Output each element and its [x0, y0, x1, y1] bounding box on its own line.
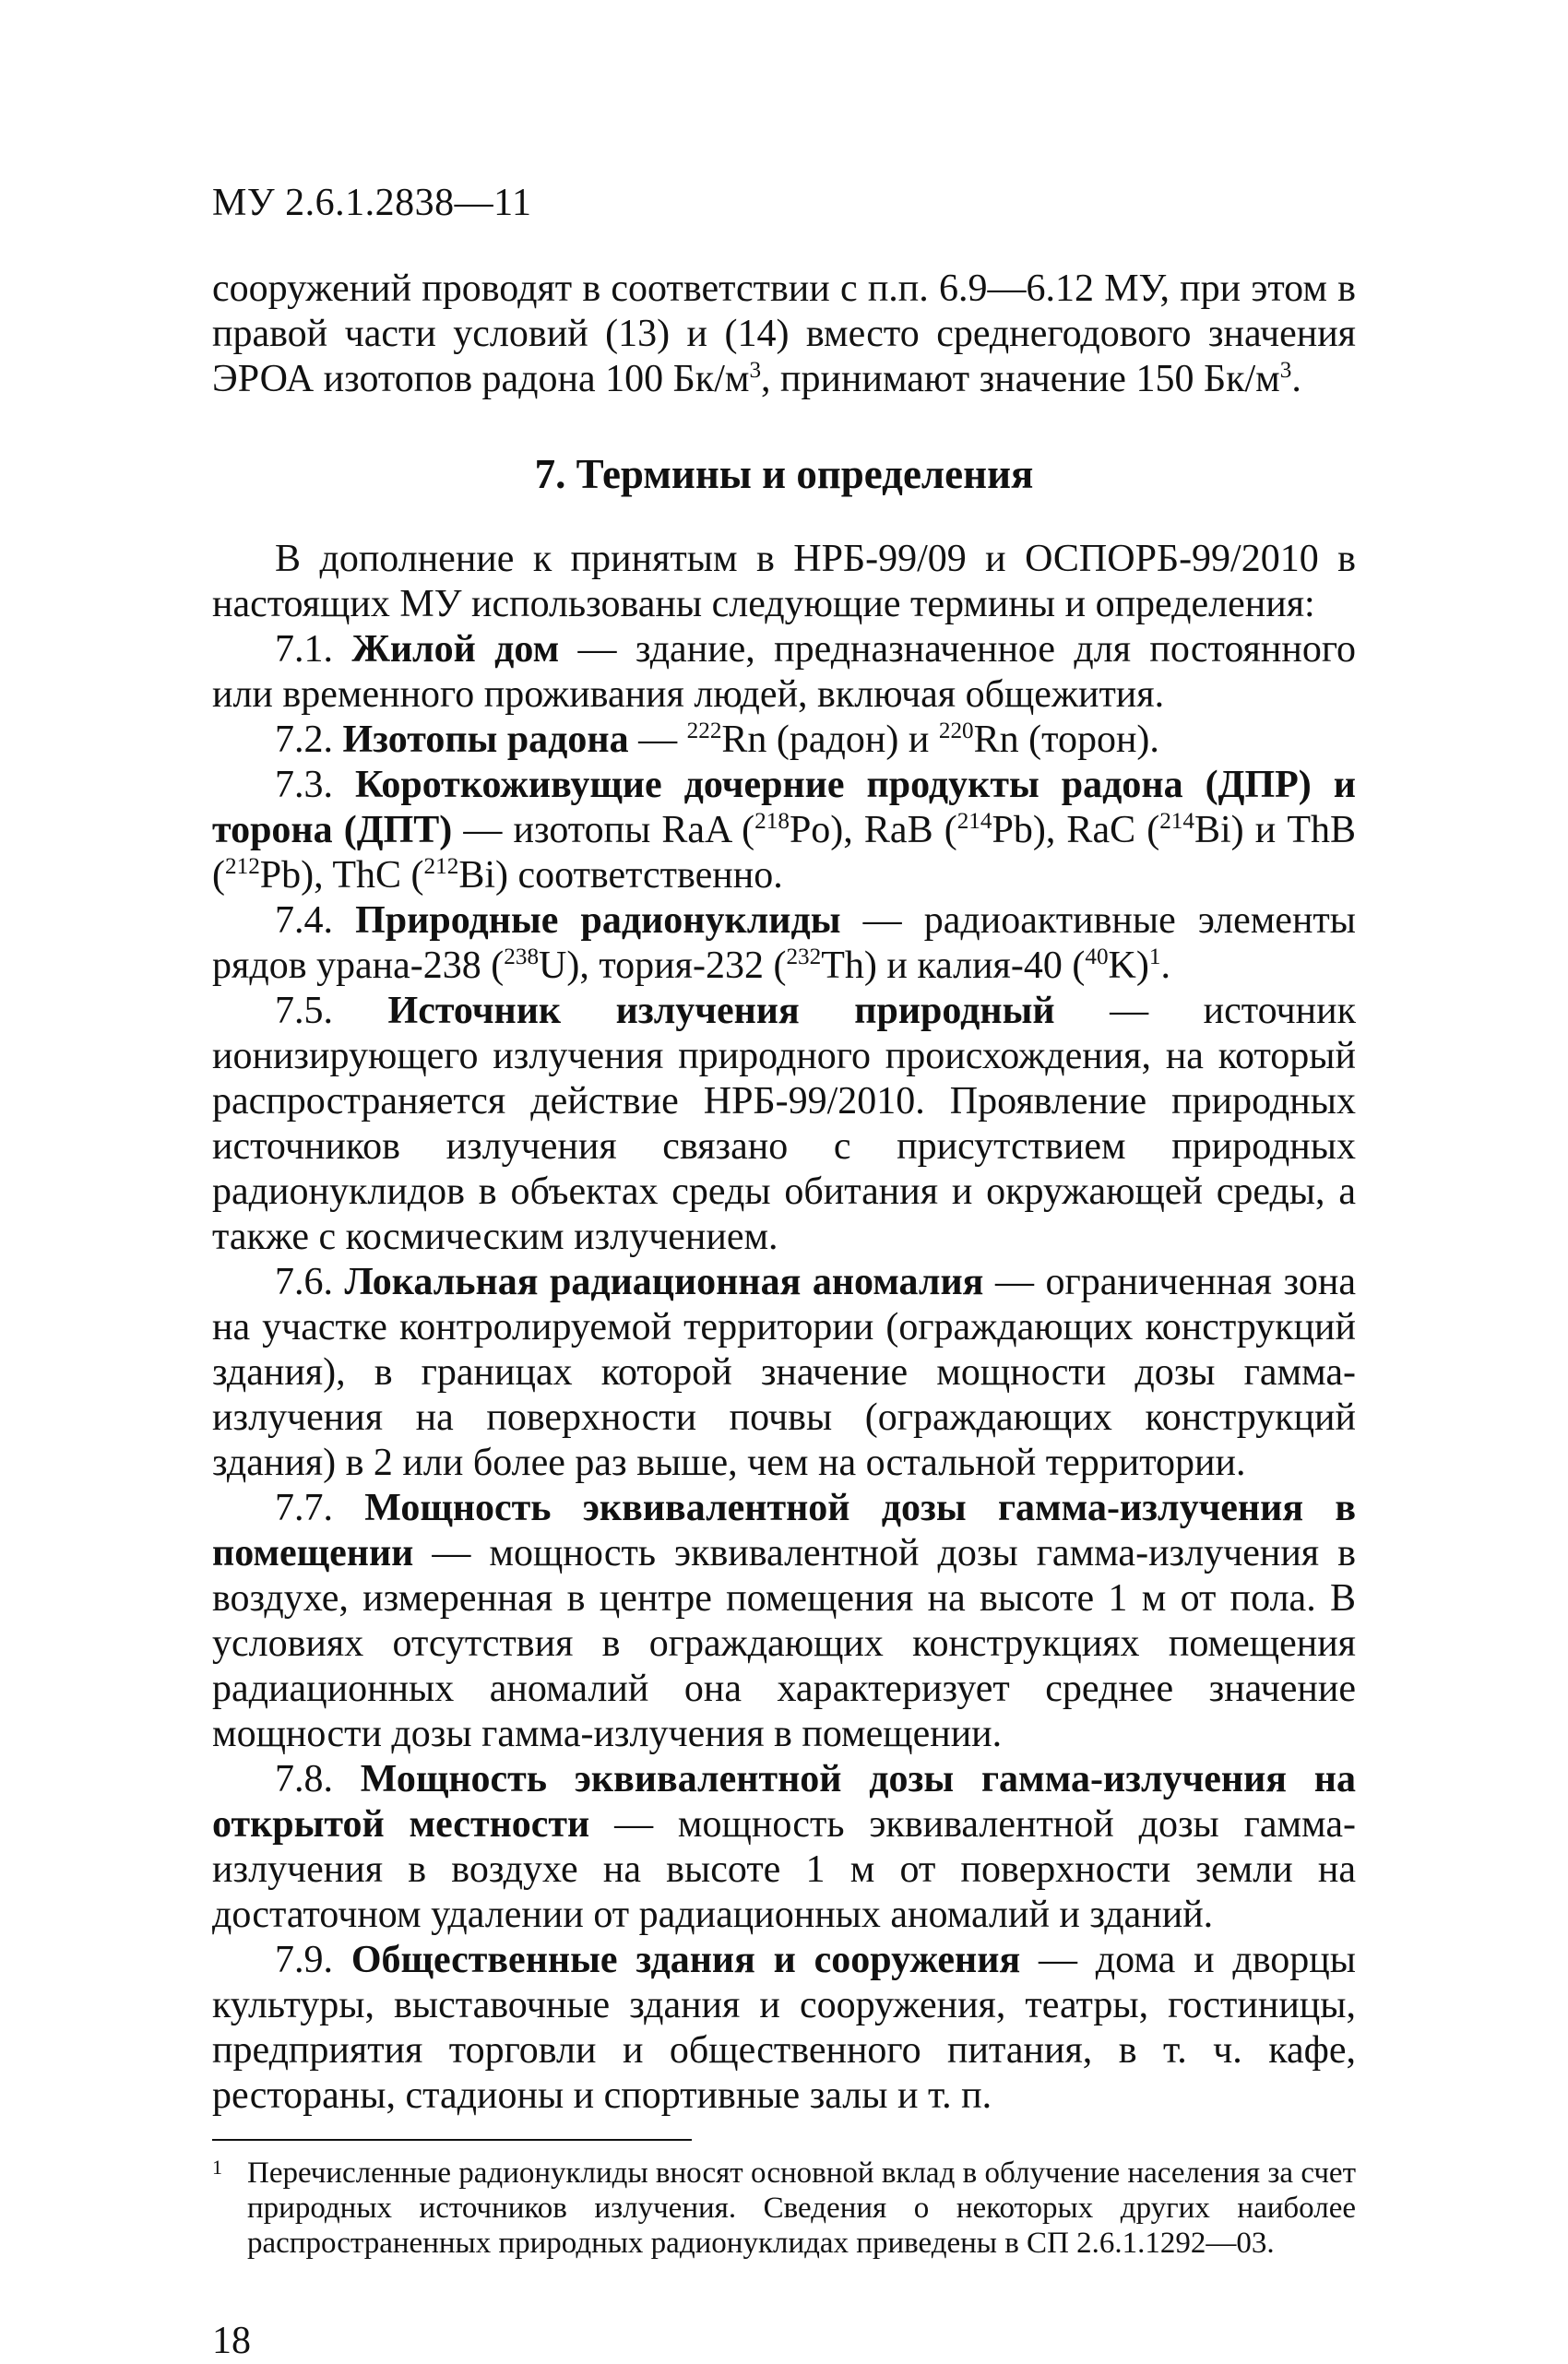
term-7-2: [212, 718, 1356, 763]
term-7-9: [212, 1938, 1356, 2119]
term-number: 7.9.: [275, 1939, 351, 1981]
mass-number: 212: [423, 854, 459, 879]
mass-number: 238: [504, 944, 540, 969]
term-definition: — мощность эквивалентной дозы гамма-излучения в воздухе на высоте 1 м от поверхности земли на достаточном удалении от радиационных аномалий и зданий.: [212, 1803, 1356, 1936]
term-definition-part: .: [1160, 944, 1170, 987]
term-definition-part: Po), RaB (: [789, 809, 957, 851]
term-definition: — мощность эквивалентной дозы гамма-излучения в воздухе, измеренная в центре помещения на высоте 1 м от пола. В условиях отсутствия в ограждающих конструкциях помещения радиационных аномалий она характеризует среднее значение мощности дозы гамма-излучения в помещении.: [212, 1532, 1356, 1755]
mass-number: 214: [956, 809, 992, 834]
mass-number: 212: [225, 854, 260, 879]
term-name: Локальная радиационная аномалия: [344, 1261, 984, 1303]
term-number: 7.3.: [275, 764, 356, 806]
mass-number: 40: [1085, 944, 1109, 969]
document-page: [212, 180, 1356, 2364]
term-definition-part: Rn (радон) и: [721, 719, 939, 761]
term-7-6: [212, 1260, 1356, 1486]
term-number: 7.2.: [275, 719, 343, 761]
section-title: 7. Термины и определения: [534, 451, 1034, 497]
term-7-4: [212, 898, 1356, 989]
mass-number: 220: [938, 719, 974, 743]
term-definition: — здание, предназначенное для постоянного или временного проживания людей, включая общежития.: [212, 628, 1356, 716]
term-definition: — ограниченная зона на участке контролируемой территории (ограждающих конструкций здания), в границах которой значение мощности дозы гамма-излучения на поверхности почвы (ограждающих конструкций здания) в 2 или более раз выше, чем на остальной территории.: [212, 1261, 1356, 1484]
intro-text-1: сооружений проводят в соответствии с п.п. 6.9—6.12 МУ, при этом в правой части условий (13) и (14) вместо среднегодового значения ЭРОА изотопов радона 100 Бк/м: [212, 267, 1356, 400]
term-name: Природные радионуклиды: [355, 899, 841, 942]
term-name: Источник излучения природный: [387, 990, 1055, 1032]
intro-text-2: , принимают значение 150 Бк/м: [761, 358, 1280, 400]
term-7-3: [212, 763, 1356, 898]
term-number: 7.6.: [275, 1261, 345, 1303]
intro-sup-1: 3: [749, 358, 762, 383]
term-number: 7.8.: [275, 1758, 361, 1800]
footnote: [212, 2156, 1356, 2261]
footnote-divider: [212, 2139, 692, 2141]
term-definition-part: — изотопы RaA (: [452, 809, 755, 851]
footnote-text: Перечисленные радионуклиды вносят основной вклад в облучение населения за счет природных источников излучения. Сведения о некоторых других наиболее распространенных природных радионуклидах приведены в СП 2.6.1.1292—03.: [247, 2156, 1356, 2260]
term-name: Мощность эквивалентной дозы гамма-излучения на открытой местности: [212, 1758, 1357, 1846]
term-name: Общественные здания и сооружения: [350, 1939, 1021, 1981]
term-number: 7.7.: [275, 1487, 365, 1529]
mass-number: 218: [754, 809, 790, 834]
term-7-8: [212, 1757, 1356, 1938]
term-name: Мощность эквивалентной дозы гамма-излучения в помещении: [212, 1487, 1356, 1574]
mass-number: 232: [786, 944, 822, 969]
term-number: 7.4.: [275, 899, 356, 942]
term-definition-part: Bi) и ThB (: [212, 809, 1357, 897]
term-7-1: [212, 627, 1356, 718]
mass-number: 214: [1159, 809, 1194, 834]
page-number: 18: [212, 2320, 251, 2362]
footnote-mark: 1: [212, 2156, 222, 2179]
term-name: Жилой дом: [351, 628, 560, 671]
term-name: Короткоживущие дочерние продукты радона (ДПР) и торона (ДПТ): [212, 764, 1356, 851]
term-definition: — дома и дворцы культуры, выставочные здания и сооружения, театры, гостиницы, предприятия торговли и общественного питания, в т. ч. кафе, рестораны, стадионы и спортивные залы и т. п.: [212, 1939, 1357, 2117]
term-definition-part: —: [628, 719, 687, 761]
term-name: Изотопы радона: [342, 719, 629, 761]
term-number: 7.1.: [275, 628, 352, 671]
term-definition-part: — радиоактивные элементы рядов урана-238 (: [212, 899, 1356, 987]
mass-number: 222: [686, 719, 722, 743]
term-definition: — источник ионизирующего излучения природного происхождения, на который распространяется действие НРБ-99/2010. Проявление природных источников излучения связано с присутствием природных радионуклидов в объектах среды обитания и окружающей среды, а также с космическим излучением.: [212, 990, 1356, 1258]
term-7-7: [212, 1486, 1356, 1757]
intro-sup-2: 3: [1279, 358, 1292, 383]
intro-paragraph: [212, 267, 1356, 402]
term-7-5: [212, 989, 1356, 1260]
document-code-header: МУ 2.6.1.2838—11: [212, 182, 532, 224]
term-definition-part: Th) и калия-40 (: [821, 944, 1086, 987]
term-definition-part: K): [1108, 944, 1149, 987]
term-definition-part: Pb), ThC (: [259, 854, 424, 897]
intro-text-3: .: [1291, 358, 1301, 400]
term-definition-part: Pb), RaC (: [992, 809, 1160, 851]
term-number: 7.5.: [275, 990, 388, 1032]
term-definition-part: Rn (торон).: [973, 719, 1159, 761]
term-definition-part: Bi) соответственно.: [458, 854, 783, 897]
section-lead-paragraph: В дополнение к принятым в НРБ-99/09 и ОСПОРБ-99/2010 в настоящих МУ использованы следующие термины и определения:: [212, 538, 1356, 625]
term-definition-part: U), тория-232 (: [539, 944, 787, 987]
footnote-reference: 1: [1148, 944, 1161, 969]
